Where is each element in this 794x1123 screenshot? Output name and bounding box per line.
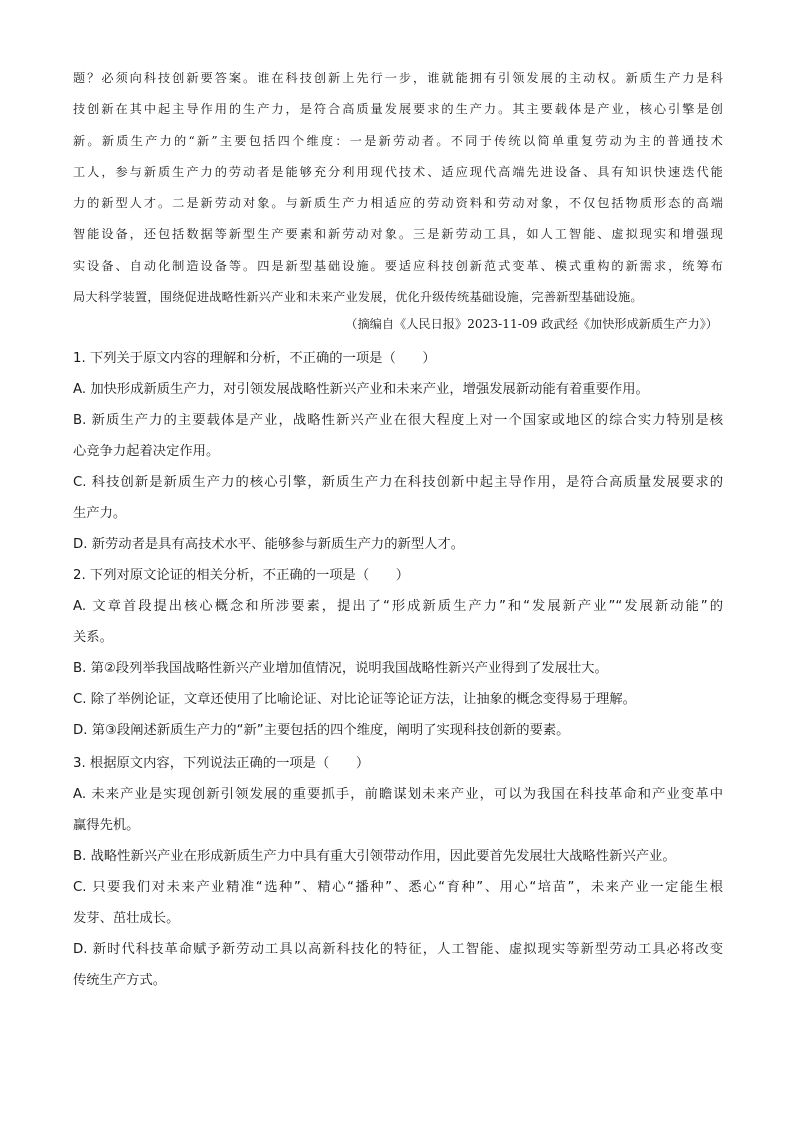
option-d-cont: 传统生产方式。 [73,973,167,988]
passage-line: 智能设备，还包括数据等新型生产要素和新劳动对象。三是新劳动工具，如人工智能、虚拟现实和增强现 [73,227,723,242]
question-stem: 3. 根据原文内容，下列说法正确的一项是（ ） [73,756,370,771]
question-2 [73,560,723,746]
question-stem: 2. 下列对原文论证的相关分析，不正确的一项是（ ） [73,568,410,583]
option-b: B. 第②段列举我国战略性新兴产业增加值情况，说明我国战略性新兴产业得到了发展壮大。 [73,661,608,676]
option-c: C. 除了举例论证，文章还使用了比喻论证、对比论证等论证方法，让抽象的概念变得易于理解。 [73,692,636,707]
passage-line: 题？必须向科技创新要答案。谁在科技创新上先行一步，谁就能拥有引领发展的主动权。新质生产力是科 [73,71,723,85]
option-d: D. 第③段阐述新质生产力的“新”主要包括的四个维度，阐明了实现科技创新的要素。 [73,723,570,738]
option-c: C. 科技创新是新质生产力的核心引擎，新质生产力在科技创新中起主导作用，是符合高质量发展要求的 [73,475,723,490]
passage-line: 实设备、自动化制造设备等。四是新型基础设施。要适应科技创新范式变革、模式重构的新需求，统筹布 [73,258,723,273]
option-d: D. 新时代科技革命赋予新劳动工具以高新科技化的特征，人工智能、虚拟现实等新型劳动工具必将改变 [73,942,723,957]
question-3 [73,748,723,996]
passage-line: 新。新质生产力的“新”主要包括四个维度：一是新劳动者。不同于传统以简单重复劳动为主的普通技术 [73,133,723,148]
passage-line: 力的新型人才。二是新劳动对象。与新质生产力相适应的劳动资料和劳动对象，不仅包括物质形态的高端 [73,196,723,211]
option-a-cont: 关系。 [73,630,113,645]
option-b: B. 战略性新兴产业在形成新质生产力中具有重大引领带动作用，因此要首先发展壮大战略性新兴产业。 [73,849,676,864]
option-a: A. 文章首段提出核心概念和所涉要素，提出了“形成新质生产力”和“发展新产业”“发展新动能”的 [73,599,723,614]
passage-line: 工人，参与新质生产力的劳动者是能够充分利用现代技术、适应现代高端先进设备、具有知识快速迭代能 [73,164,723,179]
question-list [73,343,723,996]
option-b: B. 新质生产力的主要载体是产业，战略性新兴产业在很大程度上对一个国家或地区的综合实力特别是核 [73,413,723,428]
option-b-cont: 心竞争力起着决定作用。 [73,444,220,459]
option-d: D. 新劳动者是具有高技术水平、能够参与新质生产力的新型人才。 [73,537,465,552]
option-a-cont: 赢得先机。 [73,818,140,833]
passage-line: 局大科学装置，围绕促进战略性新兴产业和未来产业发展，优化升级传统基础设施，完善新型基础设施。 [73,290,643,305]
option-c-cont: 生产力。 [73,506,127,521]
passage [73,63,723,313]
question-1 [73,343,723,560]
question-stem: 1. 下列关于原文内容的理解和分析，不正确的一项是（ ） [73,351,436,366]
option-a: A. 加快形成新质生产力，对引领发展战略性新兴产业和未来产业，增强发展新动能有着重要作用。 [73,382,649,397]
option-c-cont: 发芽、茁壮成长。 [73,911,180,926]
passage-source: （摘编自《人民日报》2023-11-09 政武经《加快形成新质生产力》） [345,317,718,331]
passage-line: 技创新在其中起主导作用的生产力，是符合高质量发展要求的生产力。其主要载体是产业，核心引擎是创 [73,102,723,117]
option-a: A. 未来产业是实现创新引领发展的重要抓手，前瞻谋划未来产业，可以为我国在科技革命和产业变革中 [73,787,723,802]
option-c: C. 只要我们对未来产业精准“选种”、精心“播种”、悉心“育种”、用心“培苗”，未来产业一定能生根 [73,880,723,895]
